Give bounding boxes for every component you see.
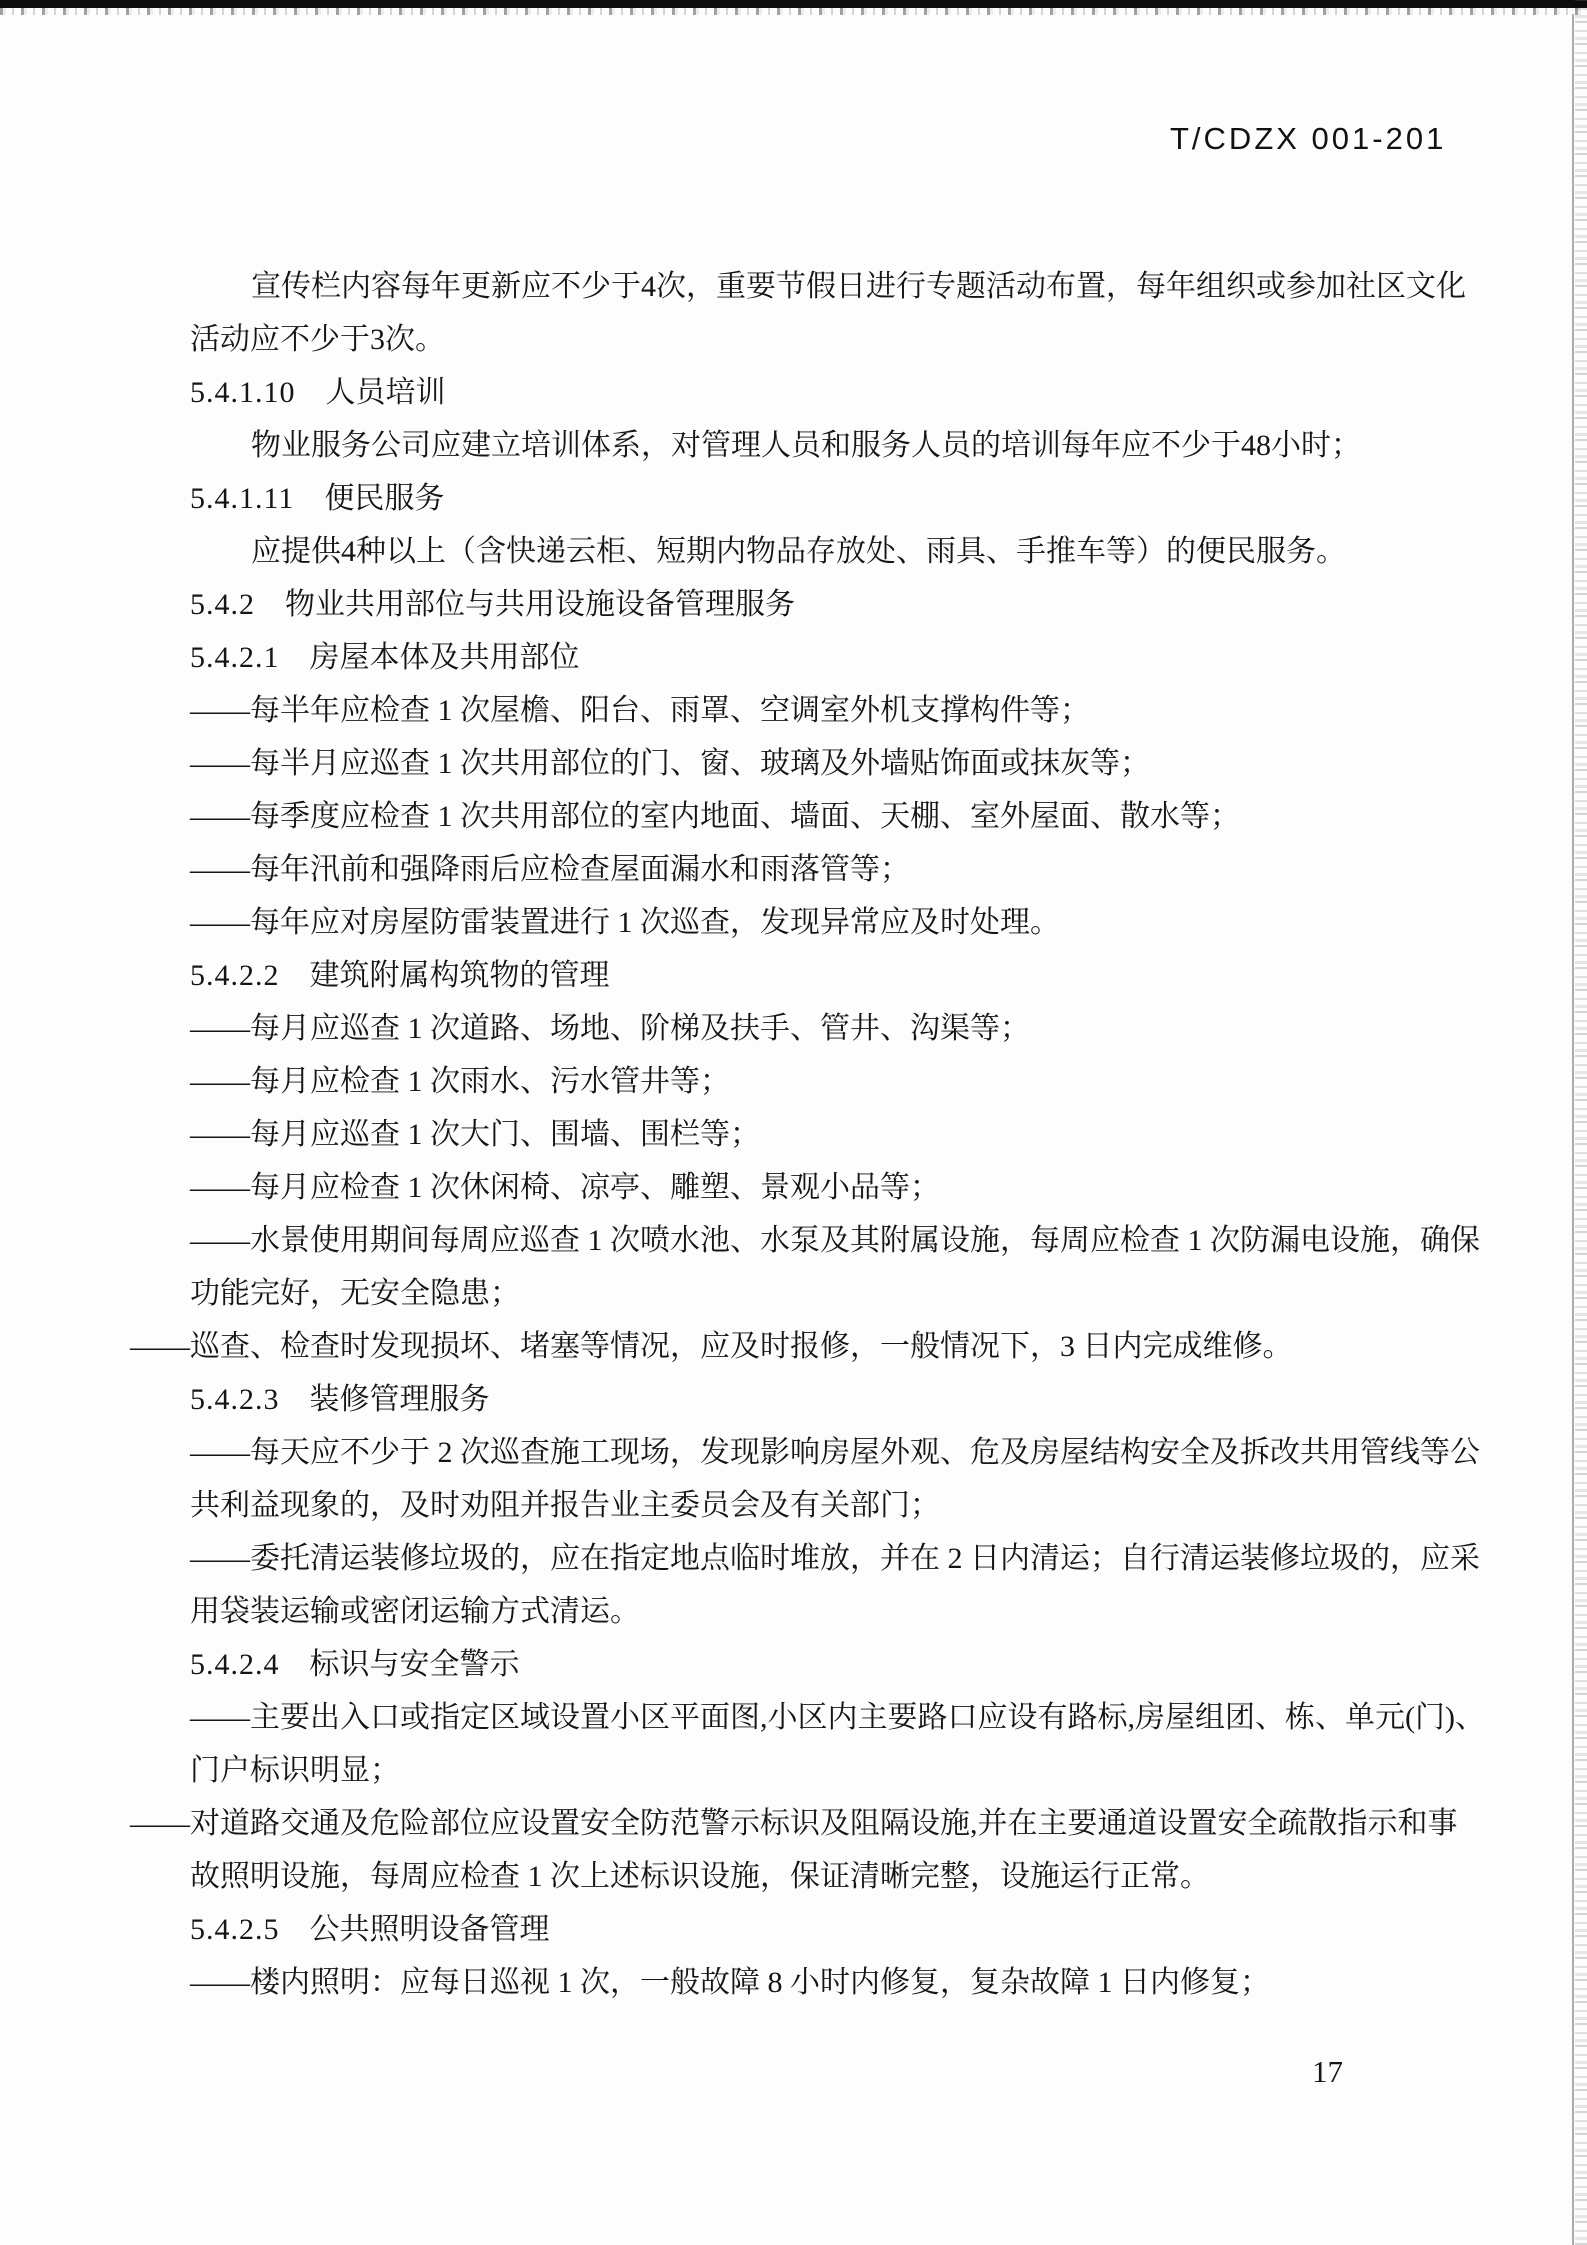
text-line: ——每季度应检查 1 次共用部位的室内地面、墙面、天棚、室外屋面、散水等； <box>190 800 1240 833</box>
section-number: 5.4.2.3 <box>190 1383 280 1416</box>
section-heading <box>190 472 1530 525</box>
section-title: 装修管理服务 <box>309 1383 490 1416</box>
section-title: 公共照明设备管理 <box>309 1913 550 1946</box>
section-title: 房屋本体及共用部位 <box>309 641 580 674</box>
text-line: ——每天应不少于 2 次巡查施工现场，发现影响房屋外观、危及房屋结构安全及拆改共用管线等公 <box>190 1436 1480 1469</box>
section-heading <box>190 578 1530 631</box>
text-line: ——每月应巡查 1 次道路、场地、阶梯及扶手、管井、沟渠等； <box>190 1012 1030 1045</box>
section-title: 建筑附属构筑物的管理 <box>309 959 610 992</box>
text-line: ——每半月应巡查 1 次共用部位的门、窗、玻璃及外墙贴饰面或抹灰等； <box>190 747 1150 780</box>
text-line: 物业服务公司应建立培训体系，对管理人员和服务人员的培训每年应不少于48小时； <box>251 429 1361 462</box>
text-line: 用袋装运输或密闭运输方式清运。 <box>190 1595 640 1628</box>
section-number: 5.4.1.10 <box>190 376 296 409</box>
text-line: 功能完好，无安全隐患； <box>190 1277 520 1310</box>
text-line: ——主要出入口或指定区域设置小区平面图,小区内主要路口应设有路标,房屋组团、栋、单元(门)、 <box>190 1701 1485 1734</box>
section-number: 5.4.2.1 <box>190 641 280 674</box>
section-title: 便民服务 <box>324 482 445 515</box>
scan-artifact-top-noise <box>0 8 1587 15</box>
section-title: 人员培训 <box>325 376 446 409</box>
text-line: ——巡查、检查时发现损坏、堵塞等情况，应及时报修，一般情况下，3 日内完成维修。 <box>130 1330 1293 1363</box>
section-title: 物业共用部位与共用设施设备管理服务 <box>285 588 795 621</box>
scan-artifact-right-line <box>1572 14 1574 2245</box>
scan-artifact-top-bar <box>0 0 1587 8</box>
text-line: ——每半年应检查 1 次屋檐、阳台、雨罩、空调室外机支撑构件等； <box>190 694 1090 727</box>
page-number: 17 <box>1312 2054 1343 2089</box>
text-line: ——每月应检查 1 次雨水、污水管井等； <box>190 1065 730 1098</box>
section-number: 5.4.2.4 <box>190 1648 280 1681</box>
text-line: ——楼内照明：应每日巡视 1 次，一般故障 8 小时内修复，复杂故障 1 日内修复； <box>190 1966 1270 1999</box>
text-line: 门户标识明显； <box>190 1754 400 1787</box>
text-line: 活动应不少于3次。 <box>190 323 445 356</box>
text-line: ——每年汛前和强降雨后应检查屋面漏水和雨落管等； <box>190 853 910 886</box>
section-number: 5.4.2.2 <box>190 959 280 992</box>
text-line: 应提供4种以上（含快递云柜、短期内物品存放处、雨具、手推车等）的便民服务。 <box>251 535 1346 568</box>
section-number: 5.4.2 <box>190 588 255 621</box>
section-heading <box>190 1373 1530 1426</box>
scan-artifact-right-noise <box>1575 0 1587 2245</box>
text-line: ——每年应对房屋防雷装置进行 1 次巡查，发现异常应及时处理。 <box>190 906 1060 939</box>
text-line: 宣传栏内容每年更新应不少于4次，重要节假日进行专题活动布置，每年组织或参加社区文化 <box>251 270 1466 303</box>
section-heading <box>190 949 1530 1002</box>
text-line: ——对道路交通及危险部位应设置安全防范警示标识及阻隔设施,并在主要通道设置安全疏散指示和事 <box>130 1807 1458 1840</box>
standard-reference-code: T/CDZX 001-201 <box>1170 121 1447 156</box>
document-body <box>130 260 1530 2009</box>
section-heading <box>190 366 1530 419</box>
text-line: ——每月应检查 1 次休闲椅、凉亭、雕塑、景观小品等； <box>190 1171 940 1204</box>
text-line: 共利益现象的，及时劝阻并报告业主委员会及有关部门； <box>190 1489 940 1522</box>
section-heading <box>190 631 1530 684</box>
text-line: ——水景使用期间每周应巡查 1 次喷水池、水泵及其附属设施，每周应检查 1 次防漏电设施，确保 <box>190 1224 1480 1257</box>
section-number: 5.4.2.5 <box>190 1913 280 1946</box>
section-number: 5.4.1.11 <box>190 482 295 515</box>
section-heading <box>190 1638 1530 1691</box>
text-line: 故照明设施，每周应检查 1 次上述标识设施，保证清晰完整，设施运行正常。 <box>190 1860 1210 1893</box>
section-heading <box>190 1903 1530 1956</box>
text-line: ——委托清运装修垃圾的，应在指定地点临时堆放，并在 2 日内清运；自行清运装修垃圾的，应采 <box>190 1542 1480 1575</box>
text-line: ——每月应巡查 1 次大门、围墙、围栏等； <box>190 1118 760 1151</box>
section-title: 标识与安全警示 <box>309 1648 520 1681</box>
